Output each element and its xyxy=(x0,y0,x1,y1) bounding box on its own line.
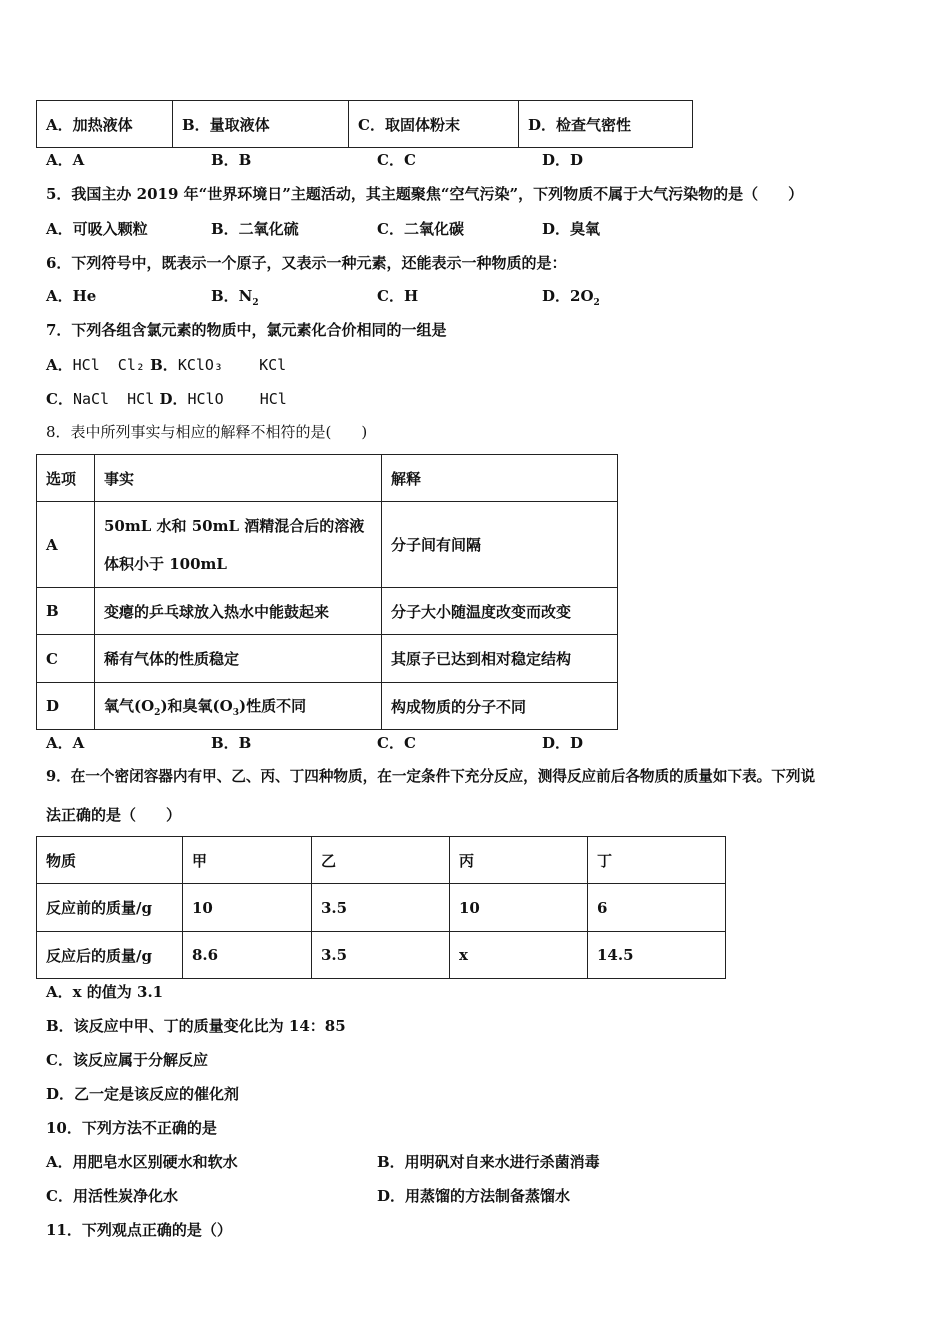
q7-stem: 7．下列各组含氯元素的物质中，氯元素化合价相同的一组是 xyxy=(46,321,447,339)
q9-row-after-label: 反应后的质量/g xyxy=(37,932,183,979)
q6-stem: 6．下列符号中，既表示一个原子，又表示一种元素，还能表示一种物质的是： xyxy=(46,254,567,272)
q10-option-b: B．用明矾对自来水进行杀菌消毒 xyxy=(377,1153,600,1171)
q9-row-after-ding: 14.5 xyxy=(588,932,726,979)
q9-header-ding: 丁 xyxy=(588,837,726,884)
q8-row-a-option: A xyxy=(37,502,95,588)
q10-option-c: C．用活性炭净化水 xyxy=(46,1187,178,1205)
q9-row-before-jia: 10 xyxy=(183,884,312,932)
q8-row-b-explain: 分子大小随温度改变而改变 xyxy=(382,588,618,635)
q8-row-b-fact: 变瘪的乒乓球放入热水中能鼓起来 xyxy=(95,588,382,635)
table-row xyxy=(37,588,618,635)
q8-row-c-option: C xyxy=(37,635,95,683)
q8-table xyxy=(36,454,618,730)
q5-stem: 5．我国主办 2019 年“世界环境日”主题活动，其主题聚焦“空气污染”，下列物质不属于大气污染物的是（ ） xyxy=(46,185,804,203)
q8-row-a-explain: 分子间有间隔 xyxy=(382,502,618,588)
q4-answer-a: A．A xyxy=(46,151,85,169)
q8-row-a-fact: 50mL 水和 50mL 酒精混合后的溶液 体积小于 100mL xyxy=(95,502,382,588)
q10-option-d: D．用蒸馏的方法制备蒸馏水 xyxy=(377,1187,571,1205)
q9-option-a: A．x 的值为 3.1 xyxy=(46,983,164,1001)
q9-option-c: C．该反应属于分解反应 xyxy=(46,1051,208,1069)
q8-answer-b: B．B xyxy=(211,734,252,752)
q6-option-d: D．$2O_2$ xyxy=(542,287,600,308)
q9-row-before-yi: 3.5 xyxy=(312,884,450,932)
q8-header-option: 选项 xyxy=(37,455,95,502)
table-row xyxy=(37,502,618,588)
q9-option-d: D．乙一定是该反应的催化剂 xyxy=(46,1085,240,1103)
q8-header-explain: 解释 xyxy=(382,455,618,502)
q9-row-after-bing: x xyxy=(450,932,588,979)
table-row xyxy=(37,683,618,730)
q9-row-after-jia: 8.6 xyxy=(183,932,312,979)
q9-row-after-yi: 3.5 xyxy=(312,932,450,979)
table-row xyxy=(37,635,618,683)
q8-row-d-fact: 氧气$(O_2)$和臭氧$(O_3)$性质不同 xyxy=(95,683,382,730)
q7-option-cd: C．NaCl HCl D．HClO HCl xyxy=(46,390,287,408)
q10-stem: 10．下列方法不正确的是 xyxy=(46,1119,217,1137)
table-row xyxy=(37,932,726,979)
q5-option-d: D．臭氧 xyxy=(542,220,601,238)
q8-header-fact: 事实 xyxy=(95,455,382,502)
q6-option-b: B．$N_2$ xyxy=(211,287,259,308)
q8-answer-c: C．C xyxy=(377,734,416,752)
q4-options-table xyxy=(36,100,693,148)
q6-option-c: C．H xyxy=(377,287,419,305)
q9-header-jia: 甲 xyxy=(183,837,312,884)
q9-row-before-label: 反应前的质量/g xyxy=(37,884,183,932)
q8-row-c-fact: 稀有气体的性质稳定 xyxy=(95,635,382,683)
q9-option-b: B．该反应中甲、丁的质量变化比为 14：85 xyxy=(46,1017,346,1035)
q11-stem: 11．下列观点正确的是（） xyxy=(46,1221,232,1239)
q8-stem: 8．表中所列事实与相应的解释不相符的是( ) xyxy=(46,423,368,441)
q5-option-a: A．可吸入颗粒 xyxy=(46,220,148,238)
q8-answer-a: A．A xyxy=(46,734,85,752)
q4-option-c: C．取固体粉末 xyxy=(349,101,519,148)
q8-row-d-option: D xyxy=(37,683,95,730)
q6-option-a: A．He xyxy=(46,287,97,305)
q5-option-b: B．二氧化硫 xyxy=(211,220,299,238)
q9-header-bing: 丙 xyxy=(450,837,588,884)
q4-answer-d: D．D xyxy=(542,151,584,169)
q9-row-before-ding: 6 xyxy=(588,884,726,932)
q4-answer-b: B．B xyxy=(211,151,252,169)
q9-stem-line1: 9．在一个密闭容器内有甲、乙、丙、丁四种物质，在一定条件下充分反应，测得反应前后各物质的质量如下表。下列说 xyxy=(46,768,816,785)
q9-header-yi: 乙 xyxy=(312,837,450,884)
q4-option-d: D．检查气密性 xyxy=(519,101,693,148)
q8-answer-d: D．D xyxy=(542,734,584,752)
q8-row-b-option: B xyxy=(37,588,95,635)
q5-option-c: C．二氧化碳 xyxy=(377,220,464,238)
q9-stem-line2: 法正确的是（ ） xyxy=(46,806,182,824)
q4-option-a: A．加热液体 xyxy=(37,101,173,148)
q7-option-ab: A．HCl Cl₂ B．KClO₃ KCl xyxy=(46,356,287,374)
q8-row-d-explain: 构成物质的分子不同 xyxy=(382,683,618,730)
q10-option-a: A．用肥皂水区别硬水和软水 xyxy=(46,1153,238,1171)
q4-answer-c: C．C xyxy=(377,151,416,169)
q9-table xyxy=(36,836,726,979)
q4-option-b: B．量取液体 xyxy=(173,101,349,148)
q9-row-before-bing: 10 xyxy=(450,884,588,932)
q8-row-c-explain: 其原子已达到相对稳定结构 xyxy=(382,635,618,683)
q9-header-substance: 物质 xyxy=(37,837,183,884)
table-row xyxy=(37,884,726,932)
